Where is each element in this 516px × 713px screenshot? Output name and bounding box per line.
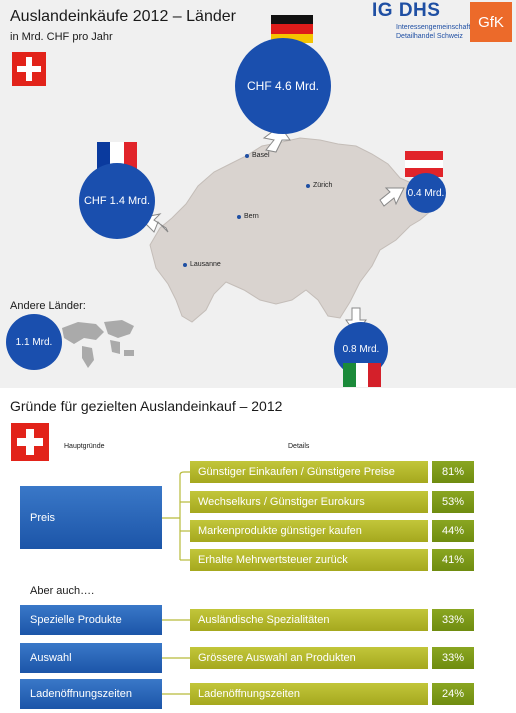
city-label-bern: Bern [244, 213, 259, 220]
connector-preis-main [162, 475, 180, 560]
map-subtitle: in Mrd. CHF pro Jahr [10, 31, 113, 43]
city-dot-basel [245, 154, 249, 158]
bubble-france: CHF 1.4 Mrd. [79, 163, 155, 239]
percent-preis-1: 81% [432, 461, 474, 483]
main-reason-ladenoeffnungszeiten: Ladenöffnungszeiten [20, 679, 162, 709]
bubble-italy: 0.8 Mrd. [334, 322, 388, 376]
city-dot-bern [237, 215, 241, 219]
bubble-other: 1.1 Mrd. [6, 314, 62, 370]
detail-auswahl: Grössere Auswahl an Produkten [190, 647, 428, 669]
detail-preis-3: Markenprodukte günstiger kaufen [190, 520, 428, 542]
also-label: Aber auch…. [30, 585, 95, 597]
main-reason-preis: Preis [20, 486, 162, 549]
ig-dhs-logo: IG DHS [372, 0, 441, 21]
column-header-details: Details [288, 443, 310, 450]
detail-preis-2: Wechselkurs / Günstiger Eurokurs [190, 491, 428, 513]
percent-spezielle-produkte: 33% [432, 609, 474, 631]
percent-preis-3: 44% [432, 520, 474, 542]
column-header-main: Hauptgründe [64, 443, 105, 450]
city-dot-lausanne [183, 263, 187, 267]
italy-flag-icon [343, 363, 381, 387]
city-label-lausanne: Lausanne [190, 261, 221, 268]
switzerland-map-shape [150, 138, 436, 322]
main-reason-spezielle-produkte: Spezielle Produkte [20, 605, 162, 635]
percent-auswahl: 33% [432, 647, 474, 669]
map-title: Auslandeinkäufe 2012 – Länder [10, 8, 236, 25]
other-countries-label: Andere Länder: [10, 300, 86, 312]
detail-preis-1: Günstiger Einkaufen / Günstigere Preise [190, 461, 428, 483]
bubble-germany: CHF 4.6 Mrd. [235, 38, 331, 134]
logo-line-2: Detailhandel Schweiz [396, 33, 463, 40]
city-dot-zurich [306, 184, 310, 188]
main-reason-auswahl: Auswahl [20, 643, 162, 673]
reasons-title: Gründe für gezielten Auslandeinkauf – 2012 [10, 398, 283, 414]
city-label-zurich: Zürich [313, 182, 333, 189]
bubble-austria: 0.4 Mrd. [406, 173, 446, 213]
world-map-icon [62, 320, 134, 368]
swiss-flag-icon-2 [11, 423, 49, 461]
city-label-basel: Basel [252, 152, 270, 159]
detail-ladenoeffnungszeiten: Ladenöffnungszeiten [190, 683, 428, 705]
percent-preis-4: 41% [432, 549, 474, 571]
connector-preis-1 [180, 472, 190, 475]
logo-line-1: Interessengemeinschaft [396, 24, 471, 31]
percent-preis-2: 53% [432, 491, 474, 513]
gfk-logo: GfK [470, 2, 512, 42]
detail-preis-4: Erhalte Mehrwertsteuer zurück [190, 549, 428, 571]
swiss-flag-icon [12, 52, 46, 86]
detail-spezielle-produkte: Ausländische Spezialitäten [190, 609, 428, 631]
percent-ladenoeffnungszeiten: 24% [432, 683, 474, 705]
